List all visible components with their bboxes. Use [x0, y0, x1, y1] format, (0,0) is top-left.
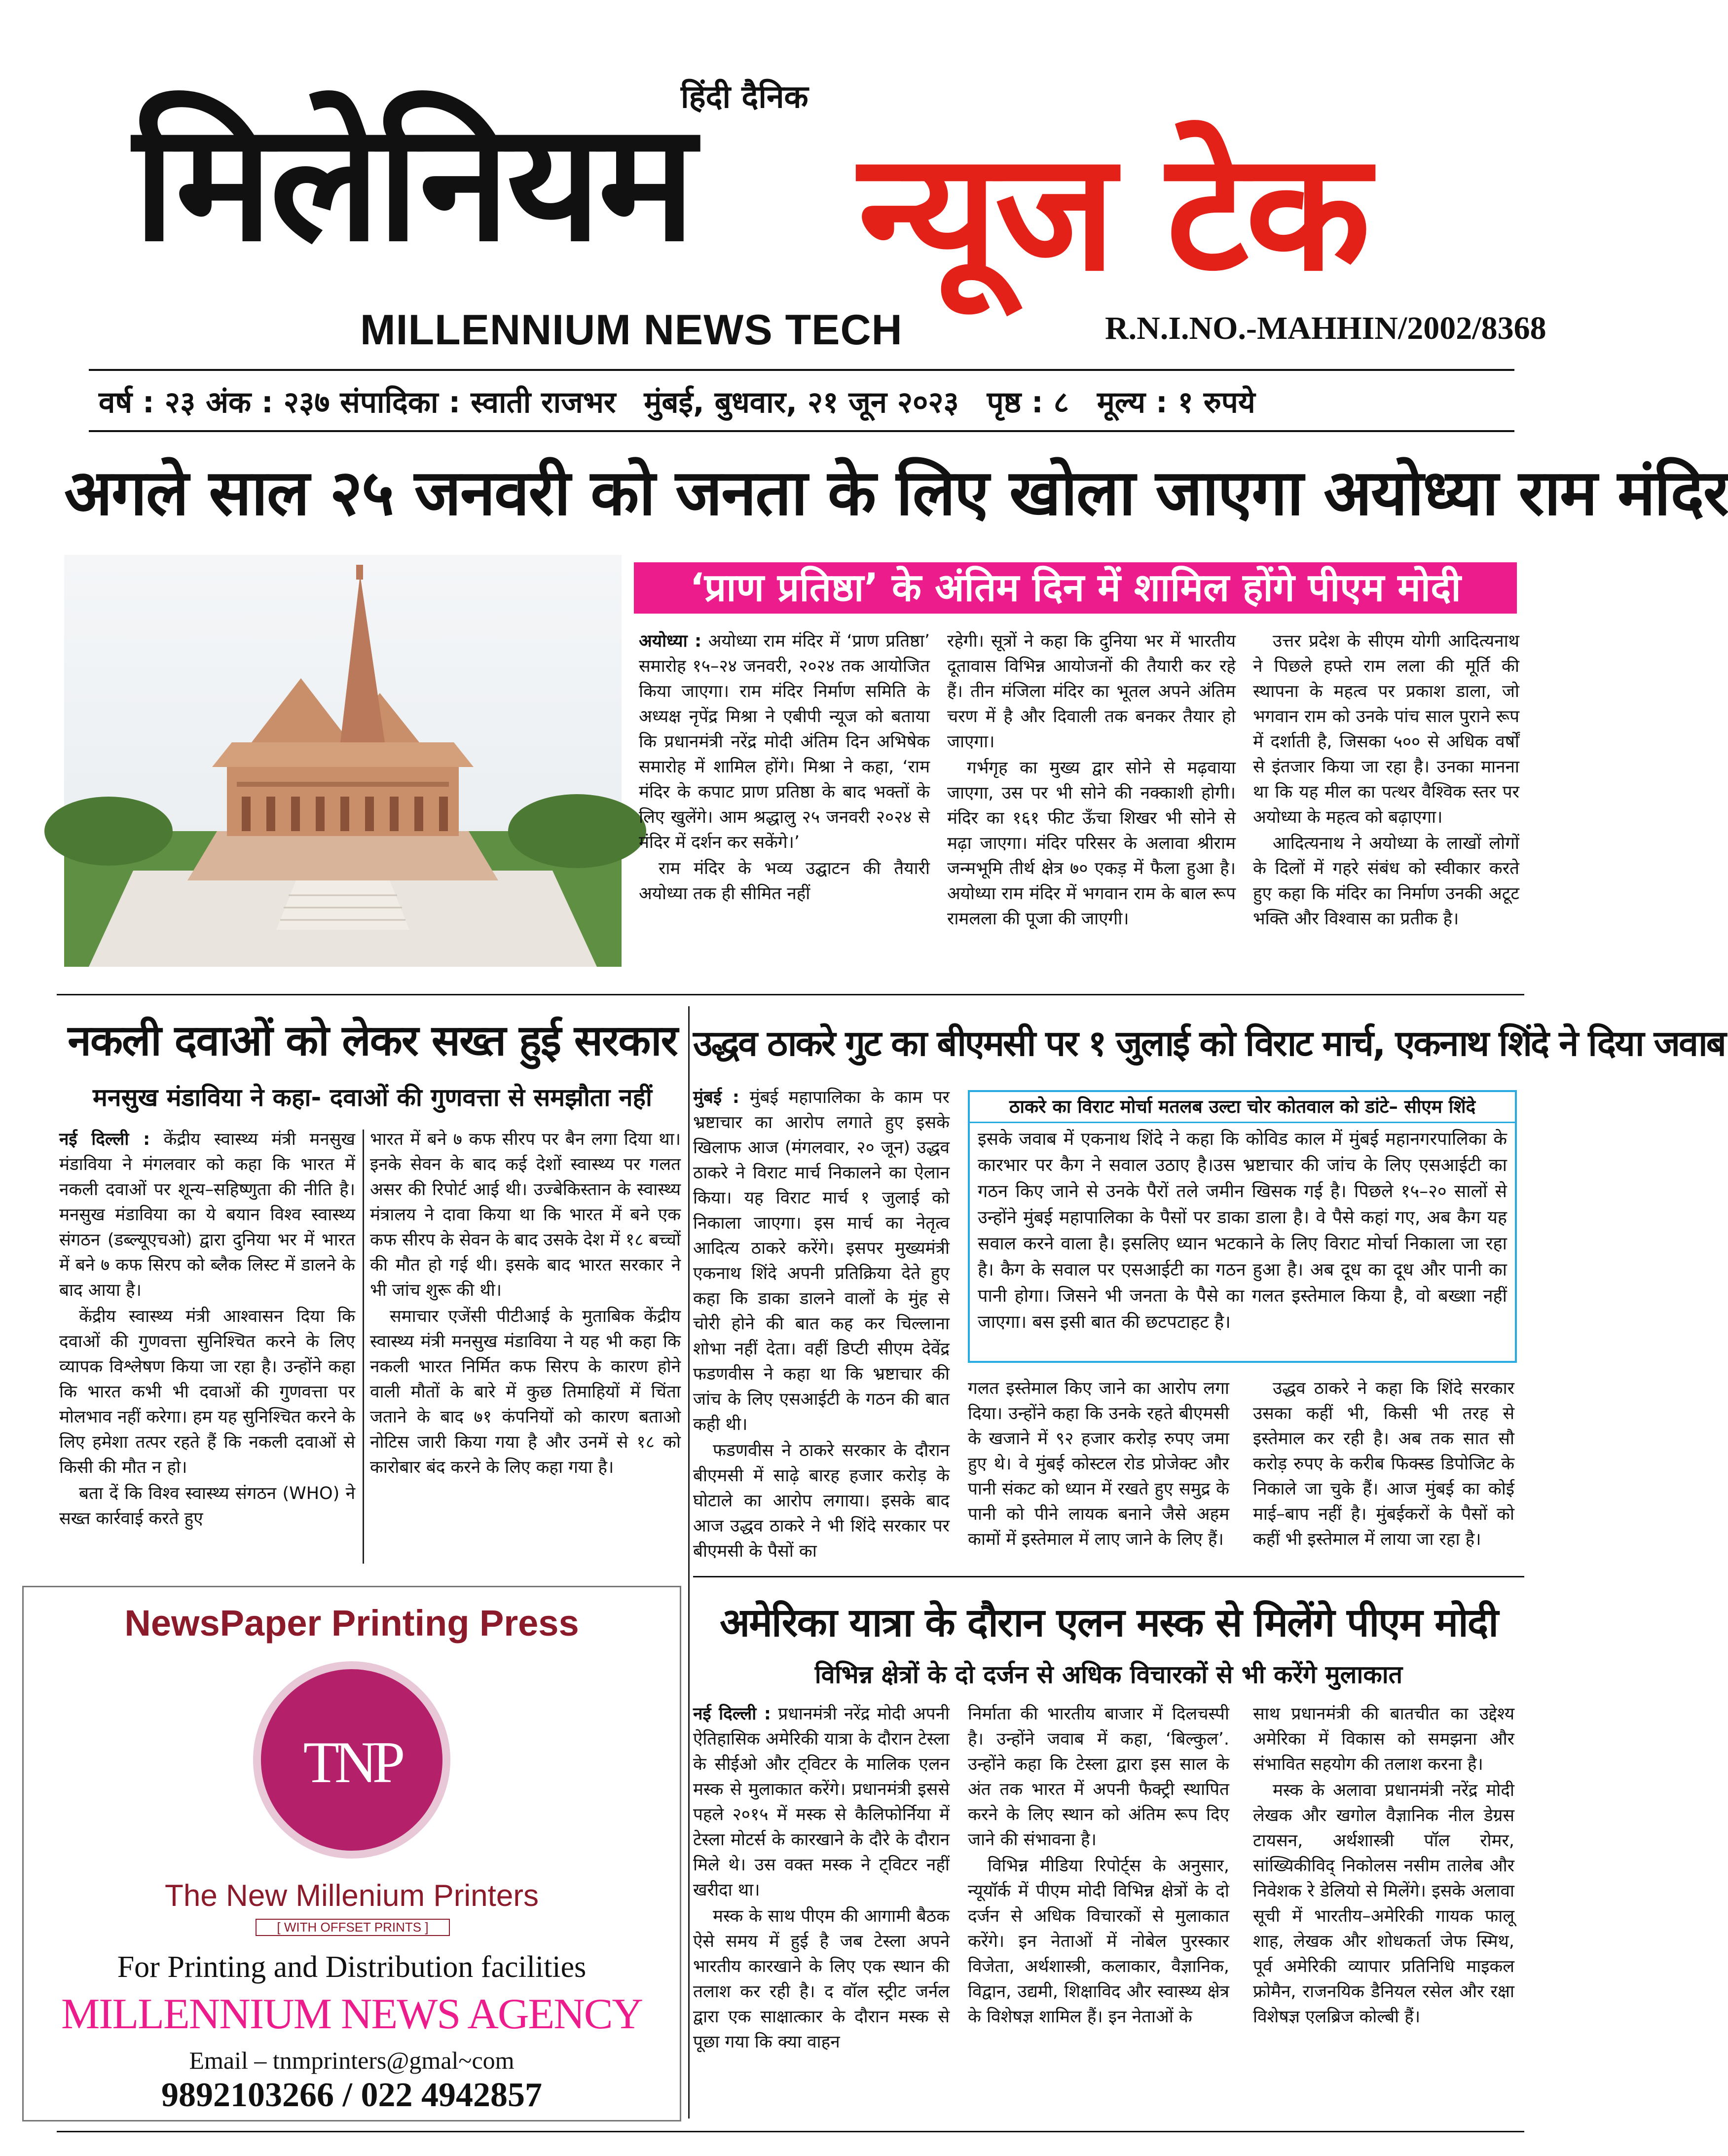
- musk-col3-text: साथ प्रधानमंत्री की बातचीत का उद्देश्य अमेरिका में विकास को समझना और संभावित सहयोग की तलाश करना है।: [1253, 1704, 1514, 1774]
- musk-column-1: [693, 1702, 950, 2056]
- drugs-col1-text: केंद्रीय स्वास्थ्य मंत्री मनसुख मंडाविया ने मंगलवार को कहा कि भारत में नकली दवाओं पर शून्य–सहिष्णुता की नीति है। मनसुख मंडाविया का ये बयान विश्व स्वास्थ्य संगठन (डब्ल्यूएचओ) द्वारा दुनिया भर में भारत में बने ७ कफ सिरप को ब्लैक लिस्ट में डालने के बाद आया है।: [59, 1130, 355, 1300]
- musk-col2-text: निर्माता की भारतीय बाजार में दिलचस्पी है। उन्होंने जवाब में कहा, ‘बिल्कुल’. उन्होंने कहा कि टेस्ला द्वारा इस साल के अंत तक भारत में अपनी फैक्ट्री स्थापित करने के लिए स्थान को अंतिम रूप दिए जाने की संभावना है।: [968, 1704, 1229, 1850]
- dateline-rule-top: [89, 369, 1514, 371]
- drugs-column-1: [59, 1127, 355, 1533]
- thackeray-box-title: ठाकरे का विराट मोर्चा मतलब उल्टा चोर कोतवाल को डांटे– सीएम शिंदे: [1009, 1096, 1476, 1117]
- ad-facilities: For Printing and Distribution facilities: [117, 1950, 587, 1984]
- thackeray-col3-text: उद्धव ठाकरे ने कहा कि शिंदे सरकार उसका कहीं भी, किसी भी तरह से इस्तेमाल कर रही है। अब तक सात सौ करोड़ रुपए के करीब फिक्स्ड डिपोजिट के निकाले जा चुके हैं। आज मुंबई का कोई माई–बाप नहीं है। मुंबईकरों के पैसों को कहीं भी इस्तेमाल में लाया जा रहा है।: [1253, 1379, 1514, 1549]
- temple-illustration: [64, 555, 622, 967]
- ad-email: Email – tnmprinters@gmal~com: [189, 2046, 515, 2074]
- drugs-col2-text: भारत में बने ७ कफ सीरप पर बैन लगा दिया था। इनके सेवन के बाद कई देशों स्वास्थ्य पर गलत असर की रिपोर्ट आई थी। उज्बेकिस्तान के स्वास्थ्य मंत्रालय ने दावा किया था कि भारत में बने एक कफ सीरप के सेवन के बाद उसके देश में १८ बच्चों की मौत हो गई थी। इसके बाद भारत सरकार ने भी जांच शुरू की थी।: [370, 1130, 681, 1300]
- thackeray-col1-text: मुंबई महापालिका के काम पर भ्रष्टाचार का आरोप लगाते हुए इसके खिलाफ आज (मंगलवार, २० जून) उद्धव ठाकरे ने विराट मार्च निकालने का ऐलान किया। यह विराट मार्च १ जुलाई को निकाला जाएगा। इस मार्च का नेतृत्व आदित्य ठाकरे करेंगे। इसपर मुख्यमंत्री एकनाथ शिंदे अपनी प्रतिक्रिया देते हुए कहा कि डाका डालने वालों के मुंह से चोरी होने की बात कह कर चिल्लाना शोभा नहीं देता। वहीं डिप्टी सीएम देवेंद्र फडणवीस ने कहा था कि भ्रष्टाचार की जांच के लिए एसआईटी के गठन की बात कही थी।: [693, 1088, 950, 1434]
- section-rule-2: [693, 1576, 1524, 1577]
- lead-col2-text: रहेगी। सूत्रों ने कहा कि दुनिया भर में भारतीय दूतावास विभिन्न आयोजनों की तैयारी कर रहे हैं। तीन मंजिला मंदिर का भूतल अपने अंतिम चरण में है और दिवाली तक बनकर तैयार हो जाएगा।: [947, 631, 1236, 752]
- drugs-column-divider: [363, 1130, 364, 1564]
- ad-phone: 9892103266 / 022 4942857: [161, 2076, 542, 2114]
- dateline-rule-bottom: [89, 430, 1514, 432]
- thackeray-column-3: [1253, 1376, 1514, 1553]
- thackeray-column-1: [693, 1085, 950, 1565]
- lead-col2b-text: गर्भगृह का मुख्य द्वार सोने से मढ़वाया जाएगा, उस पर भी सोने की नक्काशी होगी। मंदिर का १६१ फीट ऊँचा शिखर भी सोने से मढ़ा जाएगा। मंदिर परिसर के अलावा श्रीराम जन्मभूमि तीर्थ क्षेत्र ७० एकड़ में फैला हुआ है। अयोध्या राम मंदिर में भगवान राम के बाल रूप रामलला की पूजा की जाएगी।: [947, 758, 1236, 929]
- page-bottom-rule: [57, 2131, 1524, 2132]
- musk-col2b-text: विभिन्न मीडिया रिपोर्ट्स के अनुसार, न्यूयॉर्क में पीएम मोदी विभिन्न क्षेत्रों के दो दर्जन से अधिक विचारकों से मुलाकात करेंगे। इन नेताओं में नोबेल पुरस्कार विजेता, अर्थशास्त्री, कलाकार, वैज्ञानिक, विद्वान, उद्यमी, शिक्षाविद और स्वास्थ्य क्षेत्र के विशेषज्ञ शामिल हैं। इन नेताओं के: [968, 1856, 1229, 2027]
- thackeray-col2-text: गलत इस्तेमाल किए जाने का आरोप लगा दिया। उन्होंने कहा कि उनके रहते बीएमसी के खजाने में ९२ हजार करोड़ रुपए जमा हुए थे। वे मुंबई कोस्टल रोड प्रोजेक्ट और पानी संकट को ध्यान में रखते हुए समुद्र के पानी को पीने लायक बनाने जैसे अहम कामों में इस्तेमाल में लाए जाने के लिए हैं।: [968, 1379, 1229, 1549]
- drugs-headline: नकली दवाओं को लेकर सख्त हुई सरकार: [68, 1016, 677, 1065]
- ram-mandir-photo: [64, 555, 622, 967]
- dateline-issue: वर्ष : २३ अंक : २३७ संपादिका : स्वाती राजभर: [99, 385, 616, 420]
- musk-col1b-text: मस्क के साथ पीएम की आगामी बैठक ऐसे समय में हुई है जब टेस्ला अपने भारतीय कारखाने के लिए एक स्थान की तलाश कर रही है। द वॉल स्ट्रीट जर्नल द्वारा एक साक्षात्कार के दौरान मस्क से पूछा गया कि क्या वाहन: [693, 1906, 950, 2052]
- musk-col1-text: प्रधानमंत्री नरेंद्र मोदी अपनी ऐतिहासिक अमेरिकी यात्रा के दौरान टेस्ला के सीईओ और ट्विटर के मालिक एलन मस्क से मुलाकात करेंगे। प्रधानमंत्री इससे पहले २०१५ में मस्क से कैलिफोर्निया में टेस्ला मोटर्स के कारखाने के दौरे के दौरान मिले थे। उस वक्त मस्क ने ट्विटर नहीं खरीदा था।: [693, 1704, 950, 1900]
- masthead-title-left: मिलेनियम: [133, 88, 693, 277]
- ad-title: NewsPaper Printing Press: [124, 1603, 579, 1644]
- musk-dateline-place: नई दिल्ली :: [693, 1704, 771, 1724]
- musk-col3b-text: मस्क के अलावा प्रधानमंत्री नरेंद्र मोदी लेखक और खगोल वैज्ञानिक नील डेग्रस टायसन, अर्थशास्त्री पॉल रोमर, सांख्यिकीविद् निकोलस नसीम तालेब और निवेशक रे डेलियो से मिलेंगे। इसके अलावा सूची में भारतीय–अमेरिकी गायक फालू शाह, लेखक और शोधकर्ता जेफ स्मिथ, पूर्व अमेरिकी व्यापार प्रतिनिधि माइकल फ्रोमैन, राजनयिक डैनियल रसेल और रक्षा विशेषज्ञ एलब्रिज कोल्बी हैं।: [1253, 1781, 1514, 2027]
- thackeray-dateline-place: मुंबई :: [693, 1088, 739, 1107]
- printing-press-ad: [22, 1586, 681, 2121]
- drugs-col2b-text: समाचार एजेंसी पीटीआई के मुताबिक केंद्रीय स्वास्थ्य मंत्री मनसुख मंडाविया ने यह भी कहा कि नकली भारत निर्मित कफ सिरप के कारण होने वाली मौतों के बारे में कुछ तिमाहियों में चिंता जताने के बाद ७१ कंपनियों को कारण बताओ नोटिस जारी किया गया है और उनमें से १८ को कारोबार बंद करने के लिए कहा गया है।: [370, 1307, 681, 1477]
- drugs-col1c-text: बता दें कि विश्व स्वास्थ्य संगठन (WHO) ने सख्त कार्रवाई करते हुए: [59, 1484, 355, 1529]
- lead-column-1: [639, 629, 930, 908]
- section-rule-1: [57, 994, 1524, 995]
- musk-headline: अमेरिका यात्रा के दौरान एलन मस्क से मिलेंगे पीएम मोदी: [720, 1600, 1498, 1645]
- masthead-title-right: न्यूज टेक: [858, 117, 1368, 307]
- thackeray-boxed-story: [968, 1090, 1517, 1363]
- thackeray-box-text: इसके जवाब में एकनाथ शिंदे ने कहा कि कोविड काल में मुंबई महानगरपालिका के कारभार पर कैग ने सवाल उठाए है।उस भ्रष्टाचार की जांच के लिए एसआईटी का गठन किए जाने से उनके पैरों तले जमीन खिसक गई है। पिछले १५–२० सालों से उन्होंने मुंबई महापालिका के पैसों पर डाका डाला है। वे पैसे कहां गए, अब कैग यह सवाल करने वाला है। इसलिए ध्यान भटकाने के लिए विराट मोर्चा निकाला जा रहा है। कैग के सवाल पर एसआईटी का गठन हुआ है। अब दूध का दूध और पानी का पानी होगा। जिसने भी जनता के पैसे का गलत इस्तेमाल किया है, वो बख्शा नहीं जाएगा। बस इसी बात की छटपटाहट है।: [978, 1129, 1507, 1332]
- lead-col3b-text: आदित्यनाथ ने अयोध्या के लाखों लोगों के दिलों में गहरे संबंध को स्वीकार करते हुए कहा कि मंदिर का निर्माण उनकी अटूट भक्ति और विश्वास का प्रतीक है।: [1253, 834, 1519, 929]
- masthead-english-name: MILLENNIUM NEWS TECH: [360, 306, 903, 354]
- dateline: [99, 381, 1505, 421]
- musk-column-3: [1253, 1702, 1514, 2031]
- musk-column-2: [968, 1702, 1229, 2031]
- drugs-subhead: मनसुख मंडाविया ने कहा- दवाओं की गुणवत्ता से समझौता नहीं: [92, 1083, 653, 1112]
- drugs-column-2: [370, 1127, 681, 1481]
- lead-dateline-place: अयोध्या :: [639, 631, 702, 651]
- dateline-pages: पृष्ठ : ८: [987, 385, 1069, 420]
- drugs-dateline-place: नई दिल्ली :: [59, 1130, 150, 1149]
- rni-number: R.N.I.NO.-MAHHIN/2002/8368: [1105, 310, 1546, 346]
- ad-agency: MILLENNIUM NEWS AGENCY: [61, 1990, 643, 2038]
- lead-column-3: [1253, 629, 1519, 933]
- lead-column-2: [947, 629, 1236, 933]
- musk-subhead: विभिन्न क्षेत्रों के दो दर्जन से अधिक विचारकों से भी करेंगे मुलाकात: [814, 1660, 1403, 1689]
- lead-headline: अगले साल २५ जनवरी को जनता के लिए खोला जाएगा अयोध्या राम मंदिर: [64, 456, 1728, 530]
- box-title-rule: [970, 1122, 1515, 1123]
- masthead-tagline: हिंदी दैनिक: [681, 79, 809, 115]
- ad-offset: [ WITH OFFSET PRINTS ]: [256, 1919, 450, 1936]
- ad-logo-text: TNP: [303, 1729, 401, 1795]
- lead-col1-text: अयोध्या राम मंदिर में ‘प्राण प्रतिष्ठा’ समारोह १५–२४ जनवरी, २०२४ तक आयोजित किया जाएगा। राम मंदिर निर्माण समिति के अध्यक्ष नृपेंद्र मिश्रा ने एबीपी न्यूज को बताया कि प्रधानमंत्री नरेंद्र मोदी अंतिम दिन अभिषेक समारोह में शामिल होंगे। मिश्रा ने कहा, ‘राम मंदिर के कपाट प्राण प्रतिष्ठा के बाद भक्तों के लिए खुलेंगे। आम श्रद्धालु २५ जनवरी २०२४ से मंदिर में दर्शन कर सकेंगे।’: [639, 631, 930, 852]
- ad-logo: [253, 1661, 450, 1859]
- dateline-place-date: मुंबई, बुधवार, २१ जून २०२३: [644, 385, 959, 420]
- thackeray-headline: उद्धव ठाकरे गुट का बीएमसी पर १ जुलाई को विराट मार्च, एकनाथ शिंदे ने दिया जवाब: [693, 1023, 1725, 1064]
- lead-subhead: ‘प्राण प्रतिष्ठा’ के अंतिम दिन में शामिल होंगे पीएम मोदी: [634, 562, 1517, 614]
- page-column-divider: [688, 1006, 690, 2119]
- drugs-col1b-text: केंद्रीय स्वास्थ्य मंत्री आश्वासन दिया कि दवाओं की गुणवत्ता सुनिश्चित करने के लिए व्यापक विश्लेषण किया जा रहा है। उन्होंने कहा कि भारत कभी भी दवाओं की गुणवत्ता पर मोलभाव नहीं करेगा। हम यह सुनिश्चित करने के लिए हमेशा तत्पर रहते हैं कि नकली दवाओं से किसी की मौत न हो।: [59, 1307, 355, 1477]
- thackeray-col1b-text: फडणवीस ने ठाकरे सरकार के दौरान बीएमसी में साढ़े बारह हजार करोड़ के घोटाले का आरोप लगाया। इसके बाद आज उद्धव ठाकरे ने भी शिंदे सरकार पर बीएमसी के पैसों का: [693, 1441, 950, 1561]
- thackeray-column-2: [968, 1376, 1229, 1553]
- lead-col1b-text: राम मंदिर के भव्य उद्घाटन की तैयारी अयोध्या तक ही सीमित नहीं: [639, 859, 930, 904]
- lead-col3-text: उत्तर प्रदेश के सीएम योगी आदित्यनाथ ने पिछले हफ्ते राम लला की मूर्ति की स्थापना के महत्व पर प्रकाश डाला, जो भगवान राम को उनके पांच साल पुराने रूप में दर्शाती है, जिसका ५०० से अधिक वर्षों से इंतजार किया जा रहा है। उनका मानना था कि यह मील का पत्थर वैश्विक स्तर पर अयोध्या के महत्व को बढ़ाएगा।: [1253, 631, 1519, 827]
- dateline-price: मूल्य : १ रुपये: [1097, 385, 1255, 420]
- ad-company: The New Millenium Printers: [165, 1879, 539, 1913]
